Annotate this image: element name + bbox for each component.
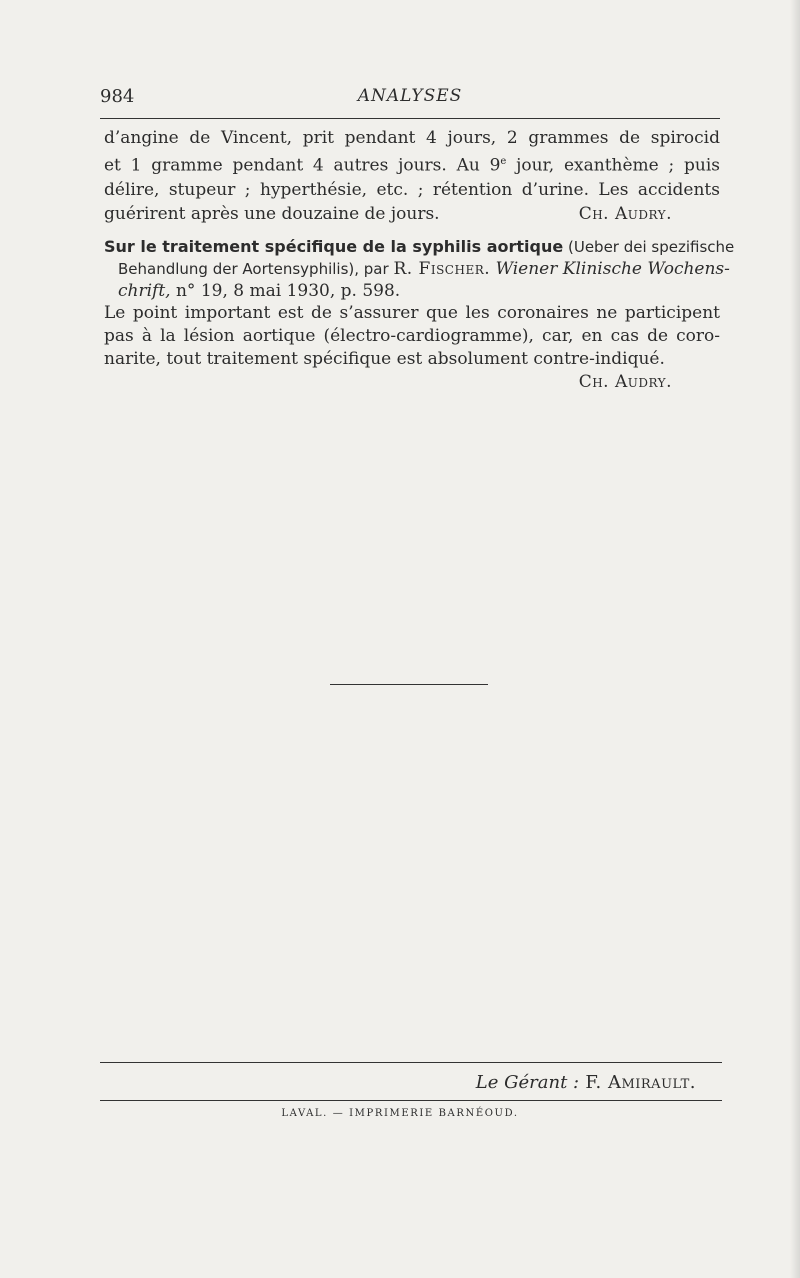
entry-2-heading-line-1: Sur le traitement spécifique de la syphilis aortique (Ueber dei spezifische	[104, 237, 735, 256]
entry-1-line-3: délire, stupeur ; hyperthésie, etc. ; rétention d’urine. Les accidents	[104, 179, 720, 200]
printer-imprint: LAVAL. — IMPRIMERIE BARNÉOUD.	[281, 1108, 519, 1119]
header-rule	[100, 118, 720, 119]
section-divider	[330, 684, 488, 685]
entry-1-line-2: et 1 gramme pendant 4 autres jours. Au 9e jour, exanthème ; puis	[104, 155, 720, 176]
entry-2-paragraph	[104, 302, 720, 394]
page-number: 984	[100, 86, 135, 107]
article-author: R. Fischer.	[393, 259, 491, 279]
gerant-label: Le Gérant :	[475, 1072, 580, 1093]
running-header	[100, 86, 720, 110]
article-title: Sur le traitement spécifique de la syphilis aortique	[104, 237, 564, 256]
entry-2-line-3: narite, tout traitement spécifique est absolument contre-indiqué.	[104, 349, 665, 369]
gerant-line	[476, 1072, 696, 1093]
entry-1-line-4: guérirent après une douzaine de jours. Ch. Audry.	[104, 203, 672, 224]
entry-2-line-2: pas à la lésion aortique (électro-cardiogramme), car, en cas de coro-	[104, 326, 720, 346]
page-edge-shadow	[790, 0, 800, 1278]
entry-2-line-1: Le point important est de s’assurer que les coronaires ne participent	[104, 303, 720, 323]
entry-2-heading-line-2: Behandlung der Aortensyphilis), par R. Fischer. Wiener Klinische Wochens-	[118, 259, 730, 279]
running-title: ANALYSES	[357, 86, 463, 106]
entry-1-paragraph	[104, 126, 720, 226]
entry-2-heading-line-3: chrift, n° 19, 8 mai 1930, p. 598.	[118, 281, 401, 301]
gerant-name: F. Amirault.	[579, 1072, 696, 1093]
footer-rule-top	[100, 1062, 722, 1063]
entry-2-signature: Ch. Audry.	[578, 372, 672, 392]
footer-rule-bottom	[100, 1100, 722, 1101]
citation: n° 19, 8 mai 1930, p. 598.	[170, 281, 401, 301]
entry-1-line-1: d’angine de Vincent, prit pendant 4 jours, 2 grammes de spirocid	[104, 128, 720, 148]
journal-name: Wiener Klinische Wochens-	[495, 259, 730, 279]
entry-2-heading	[104, 236, 735, 302]
entry-1-signature: Ch. Audry.	[578, 203, 672, 224]
